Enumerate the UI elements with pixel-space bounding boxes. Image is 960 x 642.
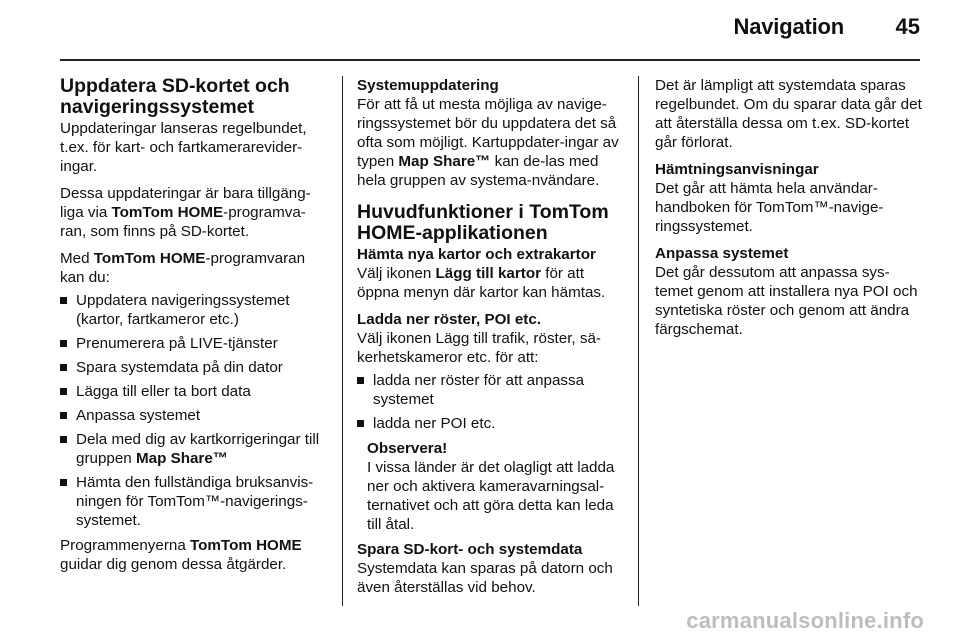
- paragraph: Välj ikonen Lägg till trafik, röster, sä-kerhetskameror etc. för att:: [357, 330, 601, 366]
- paragraph: [60, 184, 330, 241]
- section-heading-update: Uppdatera SD-kortet och navigeringssystemet: [60, 75, 290, 118]
- note-box: [357, 439, 627, 534]
- bullet-square-icon: [60, 297, 67, 304]
- column-1: [60, 76, 330, 582]
- column-3: [655, 76, 925, 347]
- list-item: [60, 334, 330, 353]
- page-number: 45: [895, 14, 920, 39]
- text-run: för att öppna menyn där kartor kan hämtas.: [357, 265, 606, 301]
- column-divider-1: [342, 76, 343, 606]
- bullet-square-icon: [60, 412, 67, 419]
- product-name: TomTom HOME: [93, 250, 206, 267]
- text-run: Programmenyerna: [60, 537, 190, 554]
- text-run: Med: [60, 250, 94, 267]
- text-run: För att få ut mesta möjliga av navige-ringssystemet bör du uppdatera det så ofta som möjligt. Kartuppdater-ingar av typen: [357, 96, 619, 170]
- subheading-system-update: Systemuppdatering: [357, 77, 499, 94]
- list-item-text: ladda ner POI etc.: [373, 415, 496, 432]
- download-list: [357, 371, 627, 433]
- list-item: [60, 406, 330, 425]
- list-item: [60, 382, 330, 401]
- text-run: -programvaran kan du:: [60, 250, 306, 286]
- paragraph: [60, 249, 330, 287]
- list-item-text: ladda ner röster för att anpassa systemet: [373, 372, 585, 408]
- bullet-square-icon: [357, 420, 364, 427]
- subheading-download-maps: Hämta nya kartor och extrakartor: [357, 246, 596, 263]
- note-text: I vissa länder är det olagligt att ladda ner och aktivera kameravarningsal-ternativet och att göra detta kan leda till åtal.: [367, 459, 615, 533]
- ui-label: Lägg till kartor: [435, 265, 542, 282]
- bullet-square-icon: [60, 479, 67, 486]
- subheading-download-instructions: Hämtningsanvisningar: [655, 161, 819, 178]
- list-item: [60, 430, 330, 468]
- paragraph: Uppdateringar lanseras regelbundet, t.ex. för kart- och fartkamerarevider-ingar.: [60, 120, 307, 175]
- list-item-text: Anpassa systemet: [76, 407, 201, 424]
- feature-list: [60, 291, 330, 530]
- column-divider-2: [638, 76, 639, 606]
- list-item-text: Spara systemdata på din dator: [76, 359, 283, 376]
- text-run: guidar dig genom dessa åtgärder.: [60, 556, 287, 573]
- list-item-text: Prenumerera på LIVE-tjänster: [76, 335, 278, 352]
- section-heading-main-functions: Huvudfunktioner i TomTom HOME-applikationen: [357, 201, 609, 244]
- bullet-square-icon: [357, 377, 364, 384]
- column-2: [357, 76, 627, 605]
- paragraph: Det är lämpligt att systemdata sparas regelbundet. Om du sparar data går det att återställa dessa om t.ex. SD-kortet går förlorat.: [655, 77, 922, 151]
- list-item: [60, 358, 330, 377]
- text-run: Välj ikonen: [357, 265, 436, 282]
- list-item-text: Uppdatera navigeringssystemet (kartor, fartkameror etc.): [76, 292, 290, 328]
- product-name: TomTom HOME: [111, 204, 224, 221]
- list-item-text: Dela med dig av kartkorrigeringar till gruppen: [76, 431, 320, 467]
- list-item: [357, 371, 627, 409]
- paragraph: [60, 536, 330, 574]
- paragraph: Det går att hämta hela användar-handboken för TomTom™-navige-ringssystemet.: [655, 180, 884, 235]
- product-name: Map Share™: [398, 153, 491, 170]
- text-run: kan de-las med hela gruppen av systema-nvändare.: [357, 153, 600, 189]
- running-header-title: Navigation: [733, 14, 844, 39]
- bullet-square-icon: [60, 340, 67, 347]
- list-item-text: Lägga till eller ta bort data: [76, 383, 251, 400]
- list-item-text: Hämta den fullständiga bruksanvis-ningen för TomTom™-navigerings-systemet.: [76, 474, 314, 529]
- note-title: Observera!: [367, 440, 448, 457]
- subheading-customize-system: Anpassa systemet: [655, 245, 789, 262]
- list-item: [60, 291, 330, 329]
- list-item: [60, 473, 330, 530]
- paragraph: Det går dessutom att anpassa sys-temet genom att installera nya POI och syntetiska röster och genom att ändra färgschemat.: [655, 264, 918, 338]
- text-run: Dessa uppdateringar är bara tillgäng-liga via: [60, 185, 311, 221]
- bullet-square-icon: [60, 436, 67, 443]
- paragraph: Systemdata kan sparas på datorn och även återställas vid behov.: [357, 560, 613, 596]
- subheading-save-data: Spara SD-kort- och systemdata: [357, 541, 583, 558]
- watermark: carmanualsonline.info: [686, 608, 924, 633]
- paragraph: [357, 95, 627, 190]
- paragraph: [357, 264, 627, 302]
- product-name: Map Share™: [135, 450, 228, 467]
- header-rule: [60, 59, 920, 61]
- product-name: TomTom HOME: [190, 537, 302, 554]
- list-item: [357, 414, 627, 433]
- bullet-square-icon: [60, 364, 67, 371]
- text-run: -programva-ran, som finns på SD-kortet.: [60, 204, 306, 240]
- bullet-square-icon: [60, 388, 67, 395]
- subheading-download-voices: Ladda ner röster, POI etc.: [357, 311, 541, 328]
